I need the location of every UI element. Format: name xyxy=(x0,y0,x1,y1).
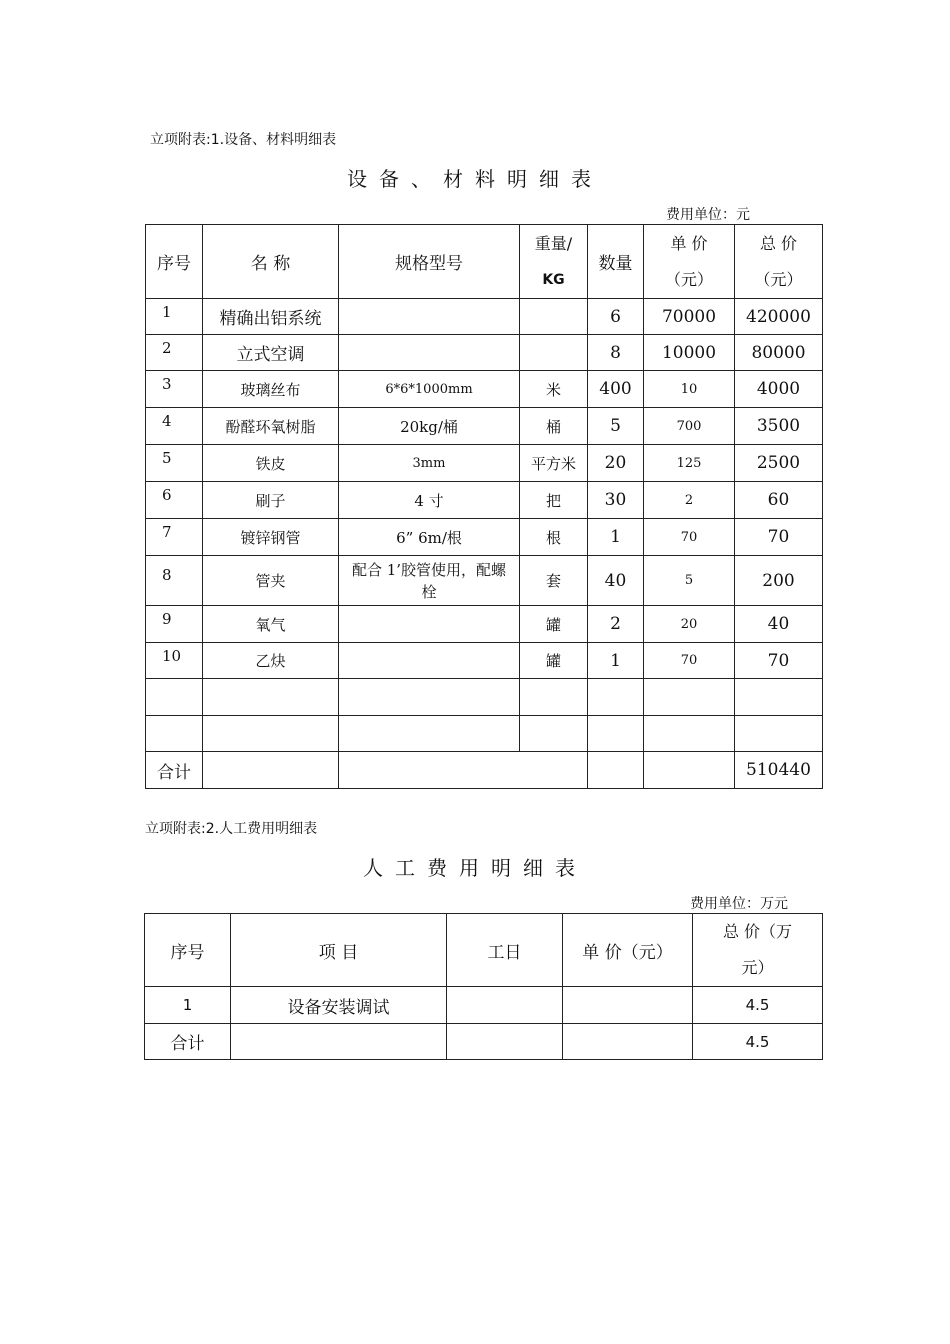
row-index: 2 xyxy=(146,335,203,371)
row-spec: 配合 1’胶管使用，配螺栓 xyxy=(339,556,520,606)
row-qty: 40 xyxy=(588,556,644,606)
header-unit-price xyxy=(644,225,735,299)
row-total: 70 xyxy=(735,643,823,679)
row-index: 7 xyxy=(146,519,203,556)
row-index: 1 xyxy=(145,987,231,1024)
row-spec xyxy=(339,643,520,679)
header-index: 序号 xyxy=(145,914,231,987)
table-row-empty xyxy=(146,679,823,716)
header-weight-line1: 重量/ xyxy=(534,233,573,253)
row-qty: 30 xyxy=(588,482,644,519)
table-row xyxy=(145,987,823,1024)
row-price: 20 xyxy=(644,606,735,643)
header-unit-price-line2: （元） xyxy=(664,269,713,289)
header-index: 序号 xyxy=(146,225,203,299)
row-price: 10 xyxy=(644,371,735,408)
header-total-line1: 总 价（万 xyxy=(722,922,793,941)
row-spec xyxy=(339,606,520,643)
table2-header-row xyxy=(145,914,823,987)
row-weight: 套 xyxy=(520,556,588,606)
row-total: 3500 xyxy=(735,408,823,445)
header-total-line1: 总 价 xyxy=(759,233,798,253)
table-row xyxy=(146,519,823,556)
row-spec xyxy=(339,299,520,335)
table-row xyxy=(146,482,823,519)
row-weight: 桶 xyxy=(520,408,588,445)
row-spec: 20kg/桶 xyxy=(339,408,520,445)
row-total: 60 xyxy=(735,482,823,519)
row-name: 镀锌钢管 xyxy=(203,519,339,556)
row-name: 精确出铝系统 xyxy=(203,299,339,335)
row-weight: 根 xyxy=(520,519,588,556)
header-total-line2: 元） xyxy=(741,958,774,977)
header-total xyxy=(693,914,823,987)
table-row-empty xyxy=(146,716,823,752)
row-qty: 8 xyxy=(588,335,644,371)
row-qty: 5 xyxy=(588,408,644,445)
table-row xyxy=(146,299,823,335)
table1-title: 设备、材料明细表 xyxy=(347,167,603,191)
row-qty: 20 xyxy=(588,445,644,482)
row-spec: 6” 6m/根 xyxy=(339,519,520,556)
row-index: 6 xyxy=(146,482,203,519)
row-weight: 罐 xyxy=(520,606,588,643)
table1-unit: 费用单位：元 xyxy=(666,207,750,223)
row-name: 管夹 xyxy=(203,556,339,606)
table2-title: 人工费用明细表 xyxy=(363,856,587,880)
row-qty: 6 xyxy=(588,299,644,335)
row-index: 1 xyxy=(146,299,203,335)
header-spec: 规格型号 xyxy=(339,225,520,299)
sum-total: 4.5 xyxy=(693,1024,823,1060)
row-name: 氧气 xyxy=(203,606,339,643)
row-qty: 1 xyxy=(588,643,644,679)
row-total: 4.5 xyxy=(693,987,823,1024)
row-price: 70 xyxy=(644,643,735,679)
row-qty: 2 xyxy=(588,606,644,643)
row-total: 2500 xyxy=(735,445,823,482)
table2-sum-row xyxy=(145,1024,823,1060)
row-weight: 把 xyxy=(520,482,588,519)
row-total: 80000 xyxy=(735,335,823,371)
sum-label: 合计 xyxy=(146,752,203,789)
row-name: 乙炔 xyxy=(203,643,339,679)
row-weight: 米 xyxy=(520,371,588,408)
sum-label: 合计 xyxy=(145,1024,231,1060)
row-price xyxy=(563,987,693,1024)
equipment-table xyxy=(145,224,823,789)
row-name: 玻璃丝布 xyxy=(203,371,339,408)
header-weight-line2: KG xyxy=(542,271,565,288)
row-spec: 4 寸 xyxy=(339,482,520,519)
header-total xyxy=(735,225,823,299)
row-index: 4 xyxy=(146,408,203,445)
row-weight xyxy=(520,335,588,371)
table-row xyxy=(146,335,823,371)
header-qty: 数量 xyxy=(588,225,644,299)
header-workdays: 工日 xyxy=(447,914,563,987)
row-name: 铁皮 xyxy=(203,445,339,482)
row-total: 420000 xyxy=(735,299,823,335)
row-name: 酚醛环氧树脂 xyxy=(203,408,339,445)
table-row xyxy=(146,643,823,679)
row-spec: 6*6*1000mm xyxy=(339,371,520,408)
row-index: 10 xyxy=(146,643,203,679)
table-row xyxy=(146,606,823,643)
row-name: 立式空调 xyxy=(203,335,339,371)
row-weight: 平方米 xyxy=(520,445,588,482)
header-unit-price: 单 价（元） xyxy=(563,914,693,987)
table2-caption: 立项附表:2.人工费用明细表 xyxy=(145,821,318,837)
sum-total: 510440 xyxy=(735,752,823,789)
row-spec: 3mm xyxy=(339,445,520,482)
row-price: 125 xyxy=(644,445,735,482)
header-total-line2: （元） xyxy=(754,269,803,289)
row-total: 70 xyxy=(735,519,823,556)
row-index: 9 xyxy=(146,606,203,643)
row-index: 5 xyxy=(146,445,203,482)
row-weight: 罐 xyxy=(520,643,588,679)
row-qty: 400 xyxy=(588,371,644,408)
table2-unit: 费用单位：万元 xyxy=(690,896,788,912)
table-row xyxy=(146,556,823,606)
row-price: 2 xyxy=(644,482,735,519)
row-workdays xyxy=(447,987,563,1024)
row-total: 200 xyxy=(735,556,823,606)
row-price: 70000 xyxy=(644,299,735,335)
labor-table xyxy=(144,913,823,1060)
table-row xyxy=(146,445,823,482)
row-weight xyxy=(520,299,588,335)
row-index: 3 xyxy=(146,371,203,408)
row-index: 8 xyxy=(146,556,203,606)
row-total: 4000 xyxy=(735,371,823,408)
header-weight xyxy=(520,225,588,299)
row-price: 10000 xyxy=(644,335,735,371)
row-price: 700 xyxy=(644,408,735,445)
row-total: 40 xyxy=(735,606,823,643)
header-item: 项 目 xyxy=(231,914,447,987)
row-price: 70 xyxy=(644,519,735,556)
header-name: 名 称 xyxy=(203,225,339,299)
row-price: 5 xyxy=(644,556,735,606)
table1-sum-row xyxy=(146,752,823,789)
table-row xyxy=(146,408,823,445)
table1-caption: 立项附表:1.设备、材料明细表 xyxy=(150,132,337,148)
row-qty: 1 xyxy=(588,519,644,556)
row-name: 刷子 xyxy=(203,482,339,519)
header-unit-price-line1: 单 价 xyxy=(670,233,708,253)
table-row xyxy=(146,371,823,408)
table1-header-row xyxy=(146,225,823,299)
row-item: 设备安装调试 xyxy=(231,987,447,1024)
row-spec xyxy=(339,335,520,371)
